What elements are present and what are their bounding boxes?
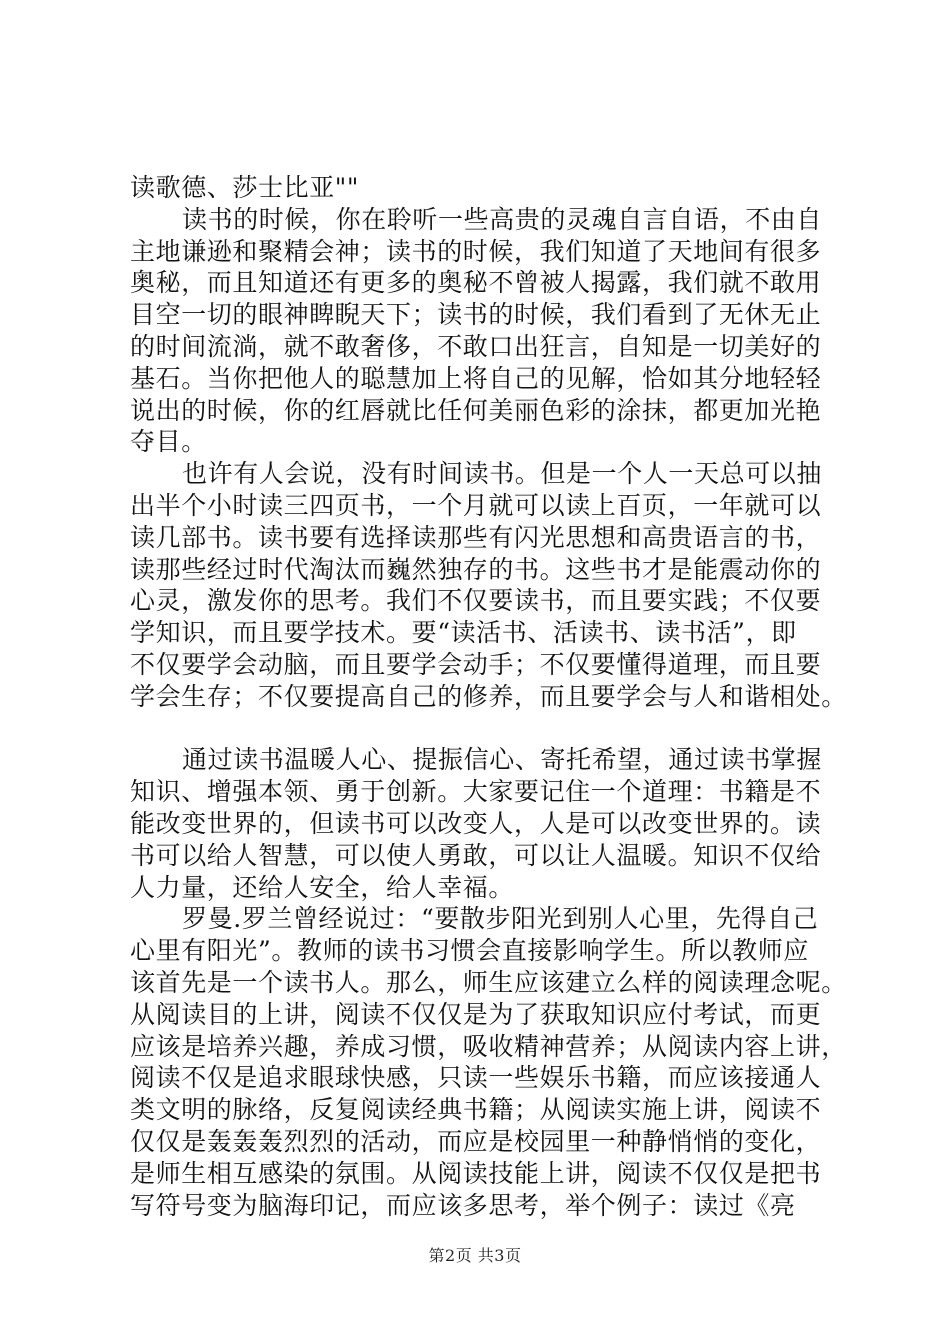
text-line: 写符号变为脑海印记，而应该多思考，举个例子：读过《亮 (130, 1190, 796, 1220)
paragraph-first-line: 通过读书温暖人心、提振信心、寄托希望，通过读书掌握 (182, 745, 823, 775)
paragraph-first-line: 读书的时候，你在聆听一些高贵的灵魂自言自语，不由自 (182, 204, 823, 234)
paragraph-gap (130, 713, 830, 745)
text-line: 目空一切的眼神睥睨天下；读书的时候，我们看到了无休无止 (130, 300, 822, 330)
text-line: 书可以给人智慧，可以使人勇敢，可以让人温暖。知识不仅给 (130, 840, 822, 870)
text-line: 心里有阳光”。教师的读书习惯会直接影响学生。所以教师应 (130, 936, 809, 966)
text-line: 读那些经过时代淘汰而巍然独存的书。这些书才是能震动你的 (130, 554, 822, 584)
text-line: 基石。当你把他人的聪慧加上将自己的见解，恰如其分地轻轻 (130, 363, 822, 393)
text-line: 夺目。 (130, 427, 207, 457)
text-line: 出半个小时读三四页书，一个月就可以读上百页，一年就可以 (130, 490, 822, 520)
text-line: 阅读不仅是追求眼球快感，只读一些娱乐书籍，而应该接通人 (130, 1063, 822, 1093)
text-line: 学会生存；不仅要提高自己的修养，而且要学会与人和谐相处。 (130, 681, 847, 711)
text-line: 类文明的脉络，反复阅读经典书籍；从阅读实施上讲，阅读不 (130, 1095, 822, 1125)
text-line: 学知识，而且要学技术。要“读活书、活读书、读书活”，即 (130, 618, 797, 648)
text-line: 能改变世界的，但读书可以改变人，人是可以改变世界的。读 (130, 808, 822, 838)
body-text (130, 172, 847, 1221)
text-line: 说出的时候，你的红唇就比任何美丽色彩的涂抹，都更加光艳 (130, 395, 822, 425)
text-line: 奥秘，而且知道还有更多的奥秘不曾被人揭露，我们就不敢用 (130, 268, 822, 298)
paragraph-first-line: 罗曼.罗兰曾经说过：“要散步阳光到别人心里，先得自己 (182, 904, 819, 934)
text-line: 应该是培养兴趣，养成习惯，吸收精神营养；从阅读内容上讲， (130, 1031, 847, 1061)
text-line: 的时间流淌，就不敢奢侈，不敢口出狂言，自知是一切美好的 (130, 331, 822, 361)
text-line: 主地谦逊和聚精会神；读书的时候，我们知道了天地间有很多 (130, 236, 822, 266)
text-line: 不仅要学会动脑，而且要学会动手；不仅要懂得道理，而且要 (130, 649, 822, 679)
text-line: 该首先是一个读书人。那么，师生应该建立么样的阅读理念呢。 (130, 967, 847, 997)
text-line: 从阅读目的上讲，阅读不仅仅是为了获取知识应付考试，而更 (130, 999, 822, 1029)
text-line: 仅仅是轰轰轰烈烈的活动，而应是校园里一种静悄悄的变化， (130, 1126, 822, 1156)
text-line: 是师生相互感染的氛围。从阅读技能上讲，阅读不仅仅是把书 (130, 1158, 822, 1188)
text-line: 读歌德、莎士比亚"" (130, 173, 359, 202)
text-line: 心灵，激发你的思考。我们不仅要读书，而且要实践；不仅要 (130, 586, 822, 616)
text-line: 知识、增强本领、勇于创新。大家要记住一个道理：书籍是不 (130, 777, 822, 807)
text-line: 人力量，还给人安全，给人幸福。 (130, 872, 515, 902)
text-line: 读几部书。读书要有选择读那些有闪光思想和高贵语言的书， (130, 522, 822, 552)
paragraph-first-line: 也许有人会说，没有时间读书。但是一个人一天总可以抽 (182, 459, 823, 489)
page-number-footer: 第2页 共3页 (428, 1246, 522, 1265)
